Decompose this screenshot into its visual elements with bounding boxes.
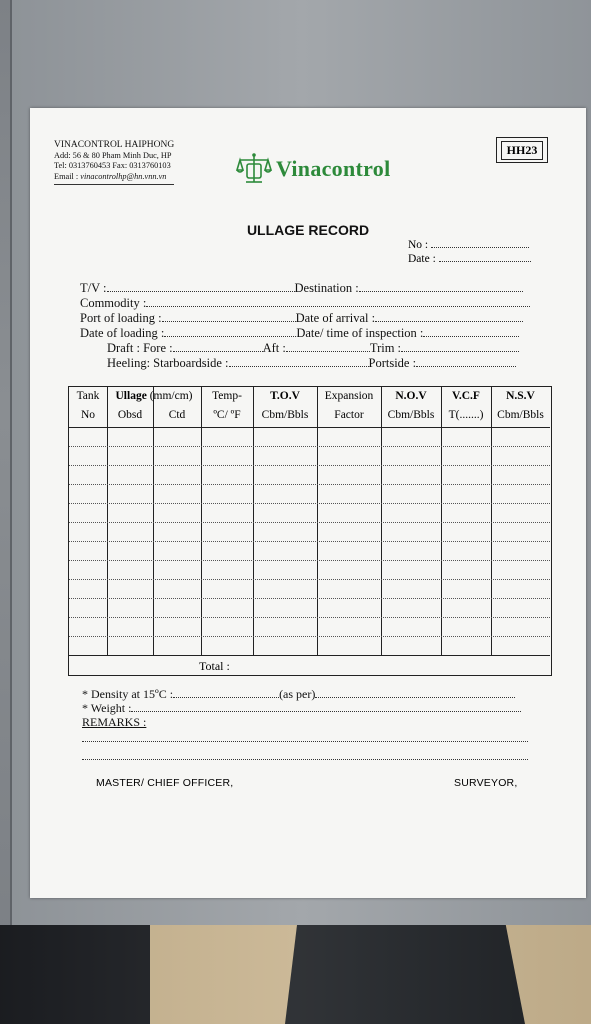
weight-field[interactable] — [131, 702, 521, 712]
as-per-label: (as per) — [279, 687, 316, 701]
trim-label: Trim : — [369, 341, 402, 355]
ullage-record-form — [30, 108, 586, 898]
aft-label: Aft : — [262, 341, 286, 355]
draft-fore-field[interactable] — [173, 342, 263, 352]
header-ullage: Ullage (mm/cm) Obsd Ctd — [115, 390, 193, 421]
commodity-label: Commodity : — [80, 296, 147, 310]
remarks-label: REMARKS : — [82, 715, 147, 729]
date-field[interactable] — [439, 252, 531, 262]
header-nov: N.O.V Cbm/Bbls — [387, 390, 435, 421]
company-tel-fax: Tel: 0313760453 Fax: 0313760103 — [54, 161, 171, 170]
portside-field[interactable] — [416, 357, 516, 367]
company-block — [54, 140, 174, 185]
header-tank: Tank No — [76, 390, 100, 421]
no-label: No : — [408, 239, 429, 251]
surveyor-signature-label: SURVEYOR, — [454, 777, 518, 789]
destination-field[interactable] — [359, 282, 523, 292]
number-date-block — [408, 238, 531, 266]
header-expansion-factor: Expansion Factor — [324, 390, 374, 421]
starboardside-field[interactable] — [229, 357, 369, 367]
header-vcf: V.C.F T(.......) — [448, 390, 484, 421]
floor-area — [0, 925, 591, 1024]
remarks-line-2[interactable] — [82, 750, 528, 760]
ullage-table — [68, 386, 552, 676]
total-label: Total : — [199, 659, 230, 673]
remarks-line-1[interactable] — [82, 732, 528, 742]
portside-label: Portside : — [368, 356, 417, 370]
master-signature-label: MASTER/ CHIEF OFFICER, — [96, 777, 234, 789]
tv-field[interactable] — [107, 282, 295, 292]
tv-label: T/V : — [80, 281, 107, 295]
form-code: HH23 — [501, 141, 544, 160]
vessel-info-fields — [80, 281, 530, 371]
aft-field[interactable] — [286, 342, 370, 352]
footer-fields — [82, 687, 528, 763]
company-address: Add: 56 & 80 Pham Minh Duc, HP — [54, 150, 172, 160]
vinacontrol-logo — [236, 152, 391, 186]
density-label: * Density at 15ºC : — [82, 687, 174, 701]
inspection-datetime-label: Date/ time of inspection : — [296, 326, 424, 340]
date-of-loading-field[interactable] — [164, 327, 296, 337]
density-field[interactable] — [173, 688, 279, 698]
header-tov: T.O.V Cbm/Bbls — [261, 390, 309, 421]
as-per-field[interactable] — [315, 688, 515, 698]
form-title: ULLAGE RECORD — [246, 222, 370, 238]
company-email: vinacontrolhp@hn.vnn.vn — [80, 171, 167, 181]
header-temp: Temp- ºC/ ºF — [212, 390, 242, 421]
company-email-line: Email : vinacontrolhp@hn.vnn.vn — [54, 171, 167, 181]
port-of-loading-label: Port of loading : — [80, 311, 162, 325]
date-of-arrival-field[interactable] — [375, 312, 523, 322]
logo-text: Vinacontrol — [276, 156, 391, 181]
form-code-box — [496, 137, 548, 163]
trim-field[interactable] — [401, 342, 519, 352]
commodity-field[interactable] — [146, 297, 530, 307]
port-of-loading-field[interactable] — [162, 312, 296, 322]
date-label: Date : — [408, 253, 436, 265]
destination-label: Destination : — [294, 281, 359, 295]
company-name: VINACONTROL HAIPHONG — [54, 140, 175, 150]
draft-fore-label: Draft : Fore : — [107, 341, 173, 355]
date-of-arrival-label: Date of arrival : — [295, 311, 376, 325]
weight-label: * Weight : — [82, 701, 132, 715]
heeling-starboardside-label: Heeling: Starboardside : — [107, 356, 229, 370]
header-nsv: N.S.V Cbm/Bbls — [497, 390, 544, 421]
scales-of-justice-icon — [236, 152, 272, 186]
inspection-datetime-field[interactable] — [423, 327, 519, 337]
date-of-loading-label: Date of loading : — [80, 326, 165, 340]
no-field[interactable] — [431, 238, 529, 248]
